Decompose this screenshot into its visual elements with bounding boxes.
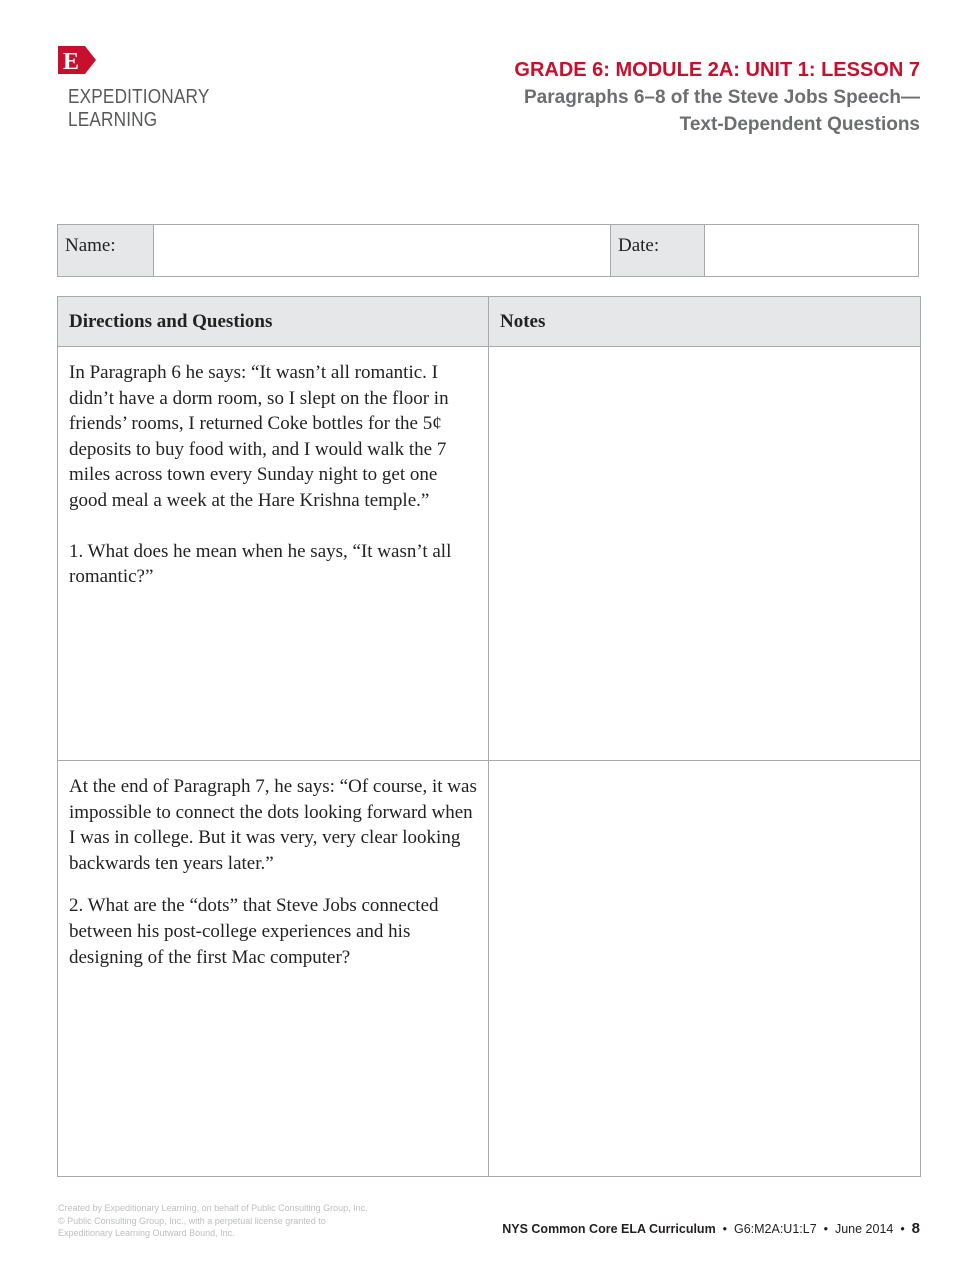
notes-cell[interactable] [489, 347, 921, 761]
notes-header: Notes [489, 297, 921, 347]
credit-line-2: © Public Consulting Group, Inc., with a perpetual license granted to [58, 1215, 326, 1226]
date-label: Date: [611, 225, 705, 276]
curriculum-name: NYS Common Core ELA Curriculum [502, 1222, 716, 1236]
directions-header: Directions and Questions [58, 297, 489, 347]
footer-date: June 2014 [834, 1222, 894, 1236]
el-logo-icon [58, 46, 96, 74]
logo-wordmark [68, 86, 209, 132]
name-label: Name: [58, 225, 154, 276]
table-header-row [58, 297, 921, 347]
date-field[interactable] [705, 225, 918, 276]
svg-text:E: E [63, 49, 80, 74]
name-date-row [57, 224, 919, 277]
question-cell [58, 761, 489, 1177]
footer-info [502, 1220, 920, 1237]
page-number: 8 [911, 1220, 920, 1237]
subtitle-line-2: Text-Dependent Questions [679, 114, 920, 135]
logo-line-2: LEARNING [68, 109, 158, 131]
notes-cell[interactable] [489, 761, 921, 1177]
quote-text: At the end of Paragraph 7, he says: “Of course, it was impossible to connect the dots looking forward when I was in college. But it was very, very clear looking backwards ten years later.” [69, 776, 477, 874]
lesson-subtitle [514, 84, 920, 138]
separator: • [900, 1222, 905, 1236]
lesson-code: G6:M2A:U1:L7 [733, 1222, 817, 1236]
question-text: 2. What are the “dots” that Steve Jobs connected between his post-college experiences and his designing of the first Mac computer? [69, 895, 439, 968]
separator: • [722, 1222, 728, 1236]
question-text: 1. What does he mean when he says, “It wasn’t all romantic?” [69, 540, 452, 588]
footer-credit [58, 1202, 368, 1240]
name-field[interactable] [154, 225, 611, 276]
separator: • [823, 1222, 829, 1236]
logo-line-1: EXPEDITIONARY [68, 86, 210, 108]
questions-table [57, 296, 921, 1177]
lesson-header [514, 58, 920, 138]
quote-text: In Paragraph 6 he says: “It wasn’t all romantic. I didn’t have a dorm room, so I slept on the floor in friends’ rooms, I returned Coke bottles for the 5¢ deposits to buy food with, and I would walk the 7 miles across town every Sunday night to get one good meal a week at the Hare Krishna temple.” [69, 362, 449, 511]
credit-line-3: Expeditionary Learning Outward Bound, Inc. [58, 1228, 235, 1238]
credit-line-1: Created by Expeditionary Learning, on behalf of Public Consulting Group, Inc. [58, 1203, 368, 1213]
grade-title: GRADE 6: MODULE 2A: UNIT 1: LESSON 7 [514, 59, 920, 81]
question-cell [58, 347, 489, 761]
subtitle-line-1: Paragraphs 6–8 of the Steve Jobs Speech— [524, 87, 920, 108]
table-row [58, 347, 921, 761]
table-row [58, 761, 921, 1177]
